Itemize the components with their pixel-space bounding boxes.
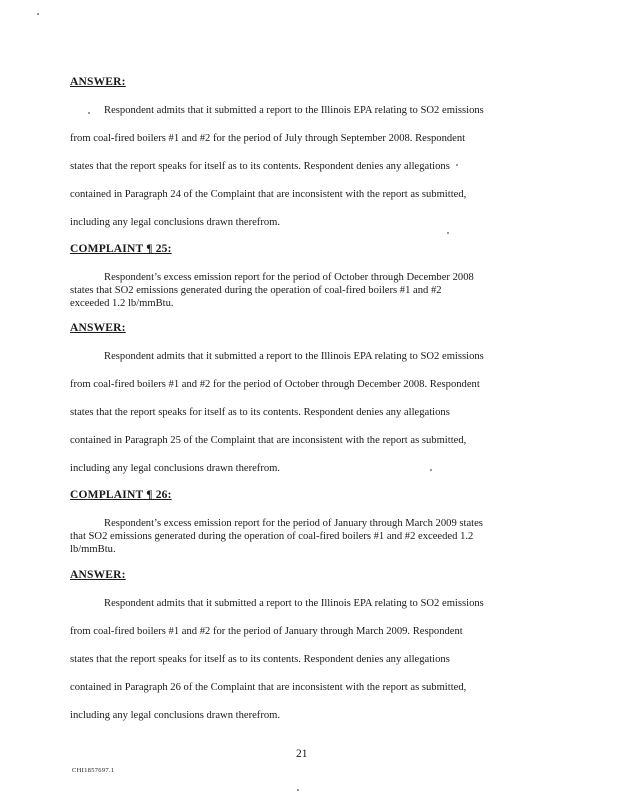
paragraph-line: Respondent admits that it submitted a report to the Illinois EPA relating to SO2 emissions — [104, 598, 484, 609]
answer-paragraph-25 — [70, 350, 548, 490]
complaint-paragraph-25 — [70, 271, 548, 310]
paragraph-line: including any legal conclusions drawn therefrom. — [70, 217, 281, 228]
paragraph-line: from coal-fired boilers #1 and #2 for the period of July through September 2008. Respondent — [70, 133, 466, 144]
paragraph-line: states that the report speaks for itself as to its contents. Respondent denies any allegations — [70, 161, 450, 172]
paragraph-line: states that SO2 emissions generated during the operation of coal-fired boilers #1 and #2 — [70, 285, 442, 296]
paragraph-line: contained in Paragraph 24 of the Complaint that are inconsistent with the report as submitted, — [70, 189, 467, 200]
paragraph-line: states that the report speaks for itself as to its contents. Respondent denies any allegations — [70, 407, 450, 418]
scan-speck — [430, 469, 432, 471]
scan-speck — [297, 789, 299, 791]
section-heading-complaint-25: COMPLAINT ¶ 25: — [70, 243, 172, 255]
section-heading-complaint-26: COMPLAINT ¶ 26: — [70, 489, 172, 501]
paragraph-line: states that the report speaks for itself as to its contents. Respondent denies any allegations — [70, 654, 450, 665]
paragraph-line: that SO2 emissions generated during the operation of coal-fired boilers #1 and #2 exceeded 1.2 — [70, 531, 474, 542]
scan-speck — [456, 164, 458, 166]
scan-speck — [447, 232, 449, 234]
paragraph-line: Respondent’s excess emission report for the period of October through December 2008 — [104, 272, 474, 283]
paragraph-line: Respondent’s excess emission report for the period of January through March 2009 states — [104, 518, 483, 529]
scan-speck — [88, 112, 90, 114]
paragraph-line: Respondent admits that it submitted a report to the Illinois EPA relating to SO2 emissions — [104, 351, 484, 362]
complaint-paragraph-26 — [70, 517, 548, 556]
section-heading-answer-25: ANSWER: — [70, 322, 126, 334]
paragraph-line: from coal-fired boilers #1 and #2 for the period of October through December 2008. Respondent — [70, 379, 480, 390]
paragraph-line: contained in Paragraph 25 of the Complaint that are inconsistent with the report as submitted, — [70, 435, 467, 446]
paragraph-line: including any legal conclusions drawn therefrom. — [70, 710, 281, 721]
section-heading-answer-24: ANSWER: — [70, 76, 126, 88]
answer-paragraph-26 — [70, 597, 548, 737]
scan-speck — [37, 13, 39, 15]
paragraph-line: from coal-fired boilers #1 and #2 for the period of January through March 2009. Respondent — [70, 626, 463, 637]
page-number: 21 — [296, 748, 308, 760]
paragraph-line: Respondent admits that it submitted a report to the Illinois EPA relating to SO2 emissions — [104, 105, 484, 116]
paragraph-line: lb/mmBtu. — [70, 544, 116, 555]
section-heading-answer-26: ANSWER: — [70, 569, 126, 581]
paragraph-line: contained in Paragraph 26 of the Complaint that are inconsistent with the report as submitted, — [70, 682, 467, 693]
document-id: CHI1857697.1 — [72, 767, 115, 774]
paragraph-line: exceeded 1.2 lb/mmBtu. — [70, 298, 174, 309]
paragraph-line: including any legal conclusions drawn therefrom. — [70, 463, 281, 474]
answer-paragraph-24 — [70, 104, 548, 244]
